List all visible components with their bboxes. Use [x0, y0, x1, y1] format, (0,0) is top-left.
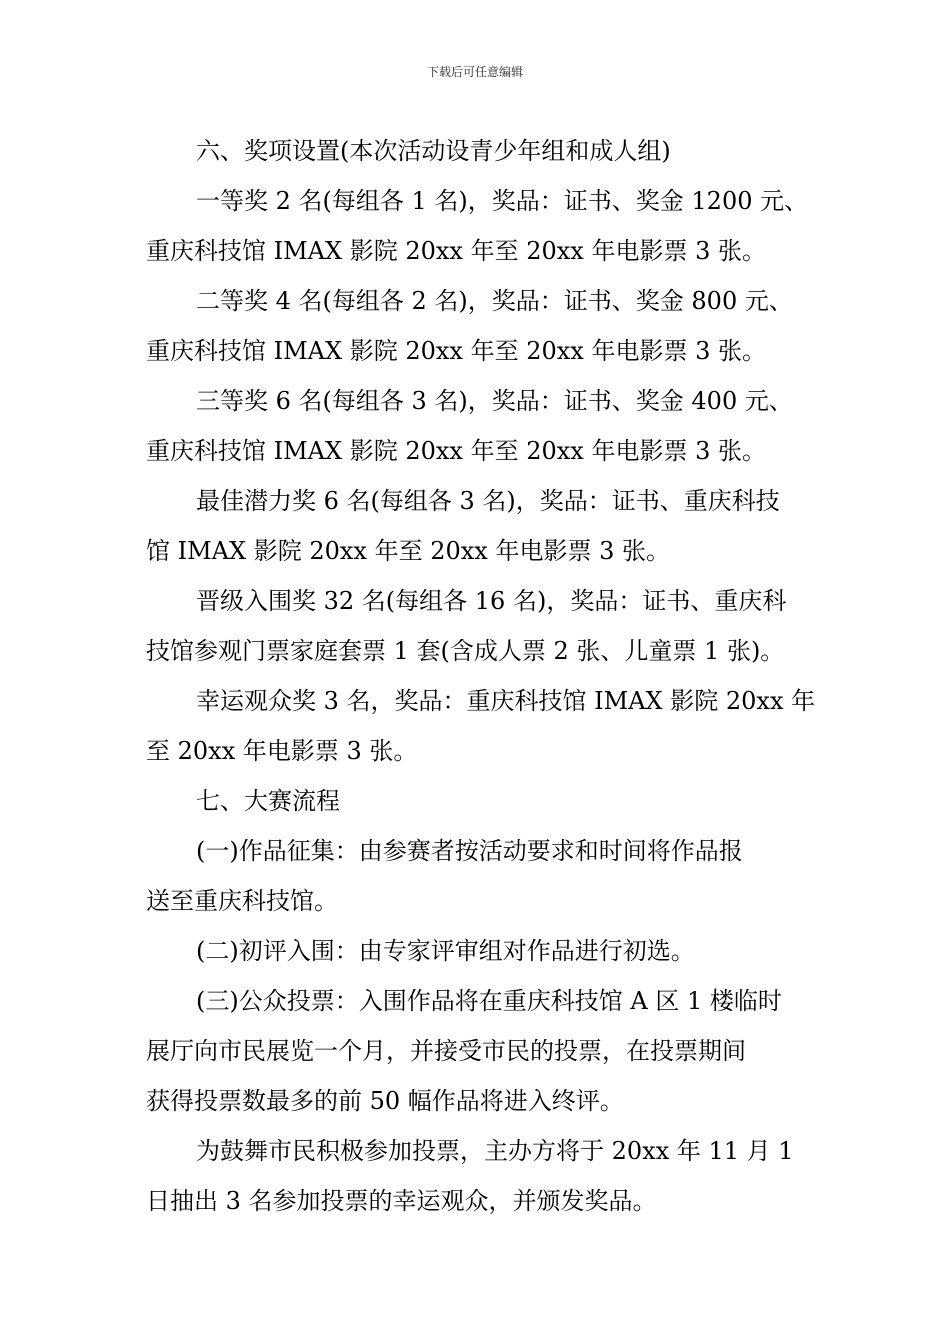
text-line: 馆 IMAX 影院 20xx 年至 20xx 年电影票 3 张。	[146, 537, 670, 565]
text-line: 获得投票数最多的前 50 幅作品将进入终评。	[146, 1087, 624, 1115]
text-line: 送至重庆科技馆。	[146, 887, 338, 915]
text-line: 六、奖项设置(本次活动设青少年组和成人组)	[196, 137, 671, 165]
text-line: 为鼓舞市民积极参加投票，主办方将于 20xx 年 11 月 1	[196, 1137, 794, 1165]
document-body	[146, 126, 816, 1226]
text-line: 日抽出 3 名参加投票的幸运观众，并颁发奖品。	[146, 1187, 657, 1215]
text-line: 幸运观众奖 3 名，奖品：重庆科技馆 IMAX 影院 20xx 年	[196, 687, 816, 715]
text-line: 一等奖 2 名(每组各 1 名)，奖品：证书、奖金 1200 元、	[196, 187, 809, 215]
text-line: (三)公众投票：入围作品将在重庆科技馆 A 区 1 楼临时	[196, 987, 782, 1015]
text-line: 展厅向市民展览一个月，并接受市民的投票，在投票期间	[146, 1037, 746, 1065]
text-line: 至 20xx 年电影票 3 张。	[146, 737, 418, 765]
text-line: (二)初评入围：由专家评审组对作品进行初选。	[196, 937, 695, 965]
section-heading: 七、大赛流程	[196, 787, 340, 815]
page-header-note: 下载后可任意编辑	[426, 65, 523, 79]
text-line: 重庆科技馆 IMAX 影院 20xx 年至 20xx 年电影票 3 张。	[146, 337, 766, 365]
text-line: 最佳潜力奖 6 名(每组各 3 名)，奖品：证书、重庆科技	[196, 487, 780, 515]
text-line: 三等奖 6 名(每组各 3 名)，奖品：证书、奖金 400 元、	[196, 387, 793, 415]
text-line: 技馆参观门票家庭套票 1 套(含成人票 2 张、儿童票 1 张)。	[146, 637, 785, 665]
text-line: 重庆科技馆 IMAX 影院 20xx 年至 20xx 年电影票 3 张。	[146, 237, 766, 265]
text-line: (一)作品征集：由参赛者按活动要求和时间将作品报	[196, 837, 743, 865]
text-line: 晋级入围奖 32 名(每组各 16 名)，奖品：证书、重庆科	[196, 587, 787, 615]
text-line: 重庆科技馆 IMAX 影院 20xx 年至 20xx 年电影票 3 张。	[146, 437, 766, 465]
text-line: 二等奖 4 名(每组各 2 名)，奖品：证书、奖金 800 元、	[196, 287, 793, 315]
